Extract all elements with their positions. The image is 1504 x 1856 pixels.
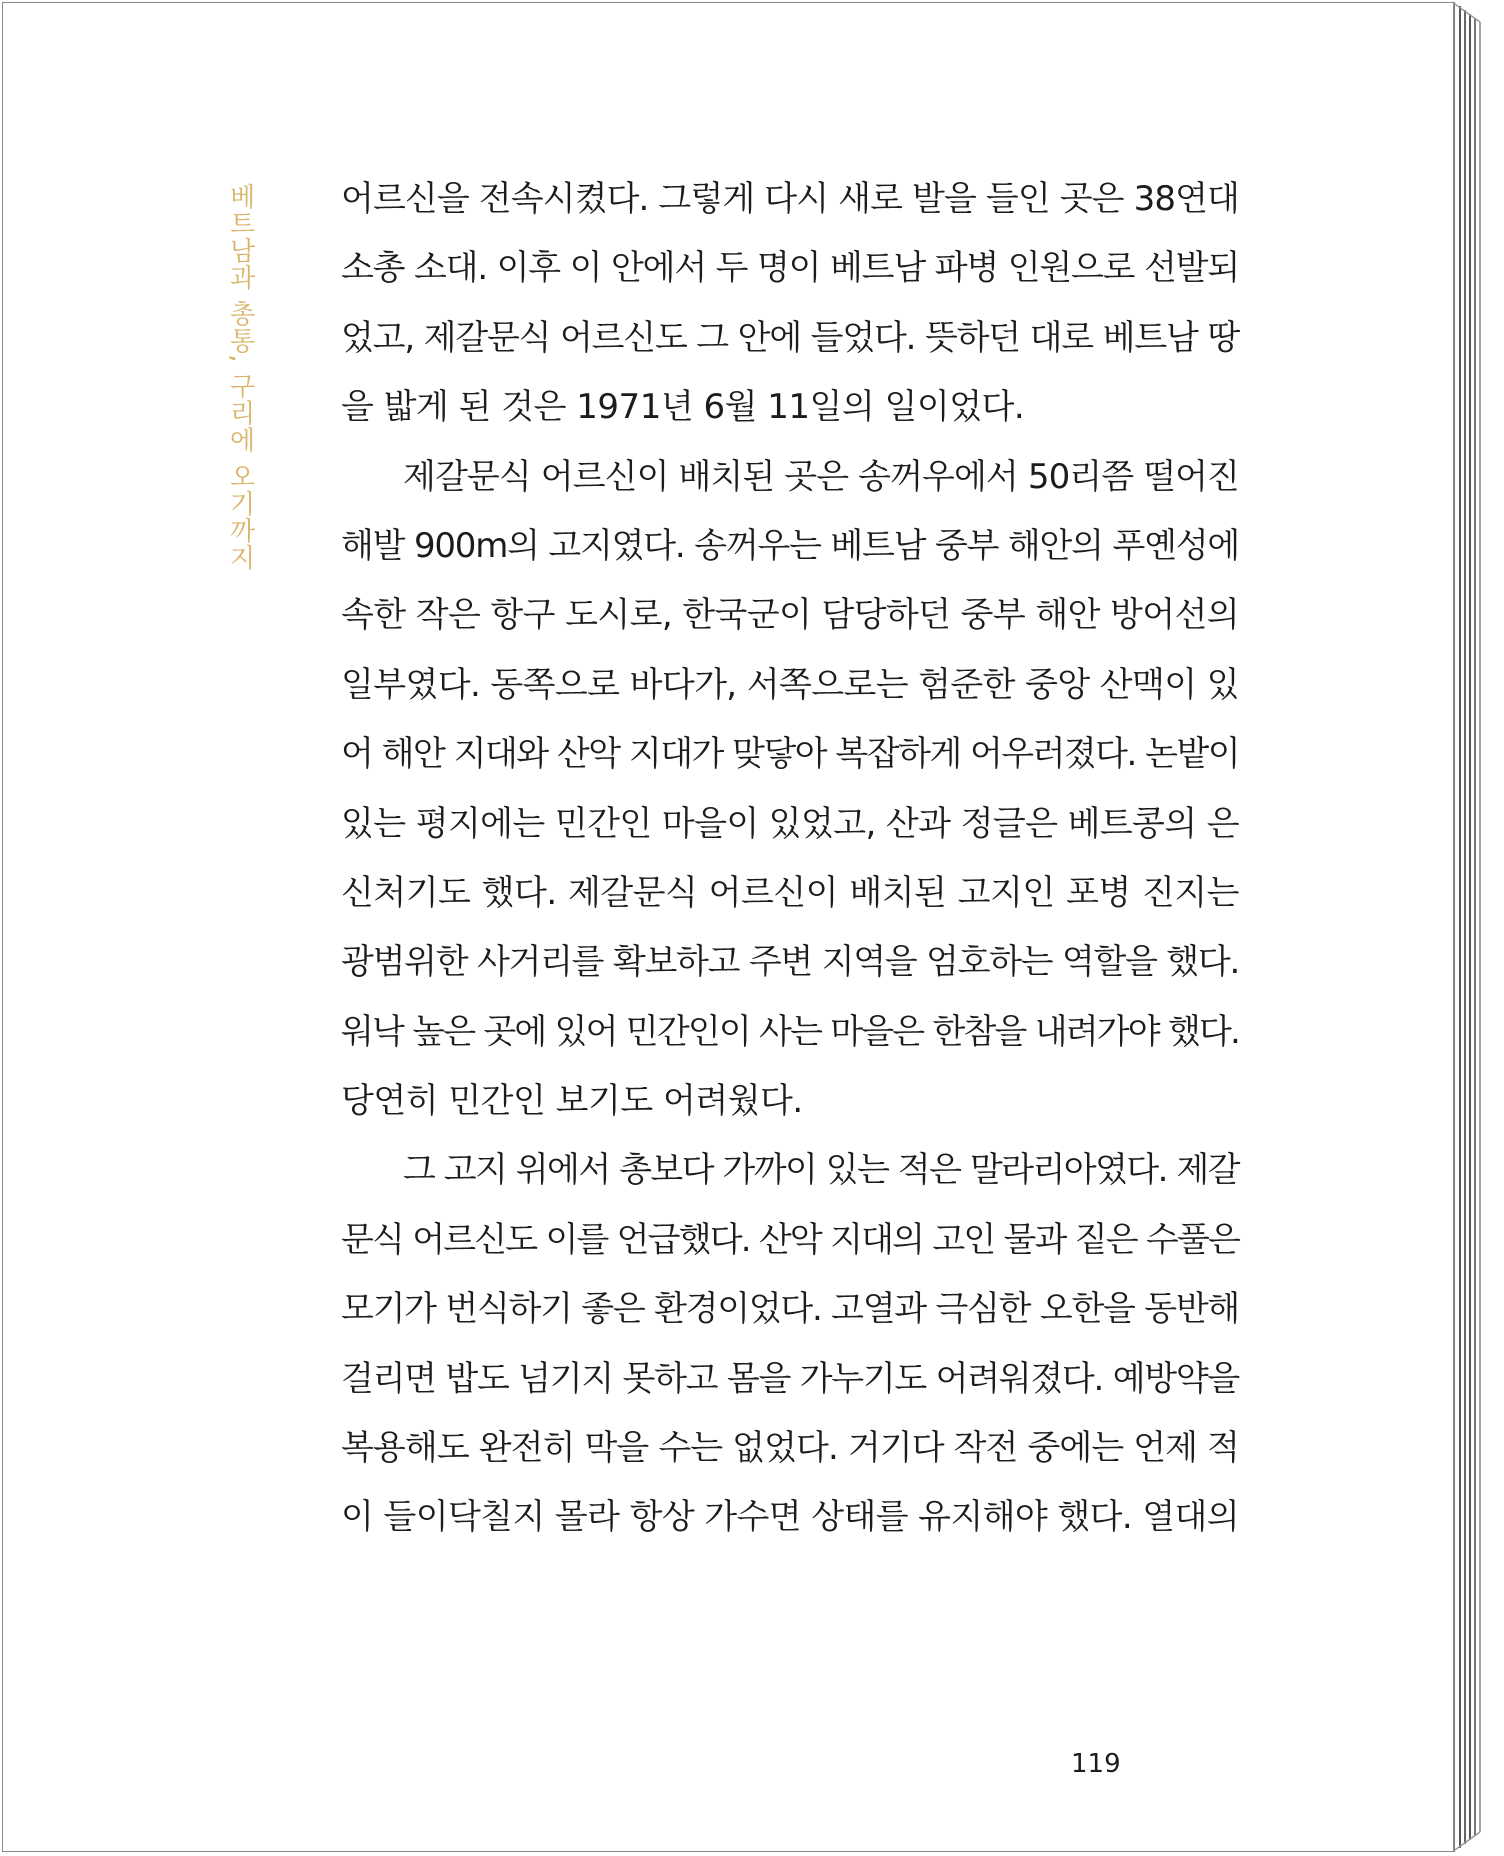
text-line: 해발 900m의 고지였다. 송꺼우는 베트남 중부 해안의 푸옌성에 — [341, 525, 1239, 566]
text-line: 신처기도 했다. 제갈문식 어르신이 배치된 고지인 포병 진지는 — [341, 872, 1239, 913]
text-line: 모기가 번식하기 좋은 환경이었다. 고열과 극심한 오한을 동반해 — [341, 1289, 1239, 1330]
text-line: 문식 어르신도 이를 언급했다. 산악 지대의 고인 물과 짙은 수풀은 — [341, 1219, 1239, 1260]
text-line: 속한 작은 항구 도시로, 한국군이 담당하던 중부 해안 방어선의 — [341, 595, 1239, 636]
text-line: 워낙 높은 곳에 있어 민간인이 사는 마을은 한참을 내려가야 했다. — [341, 1011, 1239, 1052]
text-line: 걸리면 밥도 넘기지 못하고 몸을 가누기도 어려워졌다. 예방약을 — [341, 1358, 1239, 1399]
book-page — [2, 2, 1454, 1852]
text-line: 소총 소대. 이후 이 안에서 두 명이 베트남 파병 인원으로 선발되 — [341, 248, 1239, 289]
text-line: 어르신을 전속시켰다. 그렇게 다시 새로 발을 들인 곳은 38연대 — [341, 179, 1239, 219]
paragraph — [341, 1136, 1239, 1552]
text-line: 복용해도 완전히 막을 수는 없었다. 거기다 작전 중에는 언제 적 — [341, 1428, 1239, 1469]
text-line: 이 들이닥칠지 몰라 항상 가수면 상태를 유지해야 했다. 열대의 — [341, 1497, 1239, 1538]
book-page-edges — [1452, 0, 1504, 1856]
text-line: 일부였다. 동쪽으로 바다가, 서쪽으로는 험준한 중앙 산맥이 있 — [341, 664, 1239, 705]
text-line: 당연히 민간인 보기도 어려웠다. — [341, 1081, 803, 1122]
paragraph — [341, 443, 1239, 1137]
text-line: 었고, 제갈문식 어르신도 그 안에 들었다. 뜻하던 대로 베트남 땅 — [341, 317, 1239, 358]
text-line: 그 고지 위에서 총보다 가까이 있는 적은 말라리아였다. 제갈 — [403, 1150, 1239, 1191]
text-line: 광범위한 사거리를 확보하고 주변 지역을 엄호하는 역할을 했다. — [341, 942, 1239, 983]
text-line: 어 해안 지대와 산악 지대가 맞닿아 복잡하게 어우러졌다. 논밭이 — [341, 734, 1239, 775]
text-line: 을 밟게 된 것은 1971년 6월 11일의 일이었다. — [341, 387, 1025, 428]
text-line: 있는 평지에는 민간인 마을이 있었고, 산과 정글은 베트콩의 은 — [341, 803, 1239, 844]
body-text — [341, 165, 1239, 1553]
running-head: 베트남과 총통, 구리에 오기까지 — [225, 183, 255, 572]
paragraph — [341, 165, 1239, 443]
page-number: 119 — [1071, 1749, 1121, 1779]
text-line: 제갈문식 어르신이 배치된 곳은 송꺼우에서 50리쯤 떨어진 — [403, 456, 1239, 497]
